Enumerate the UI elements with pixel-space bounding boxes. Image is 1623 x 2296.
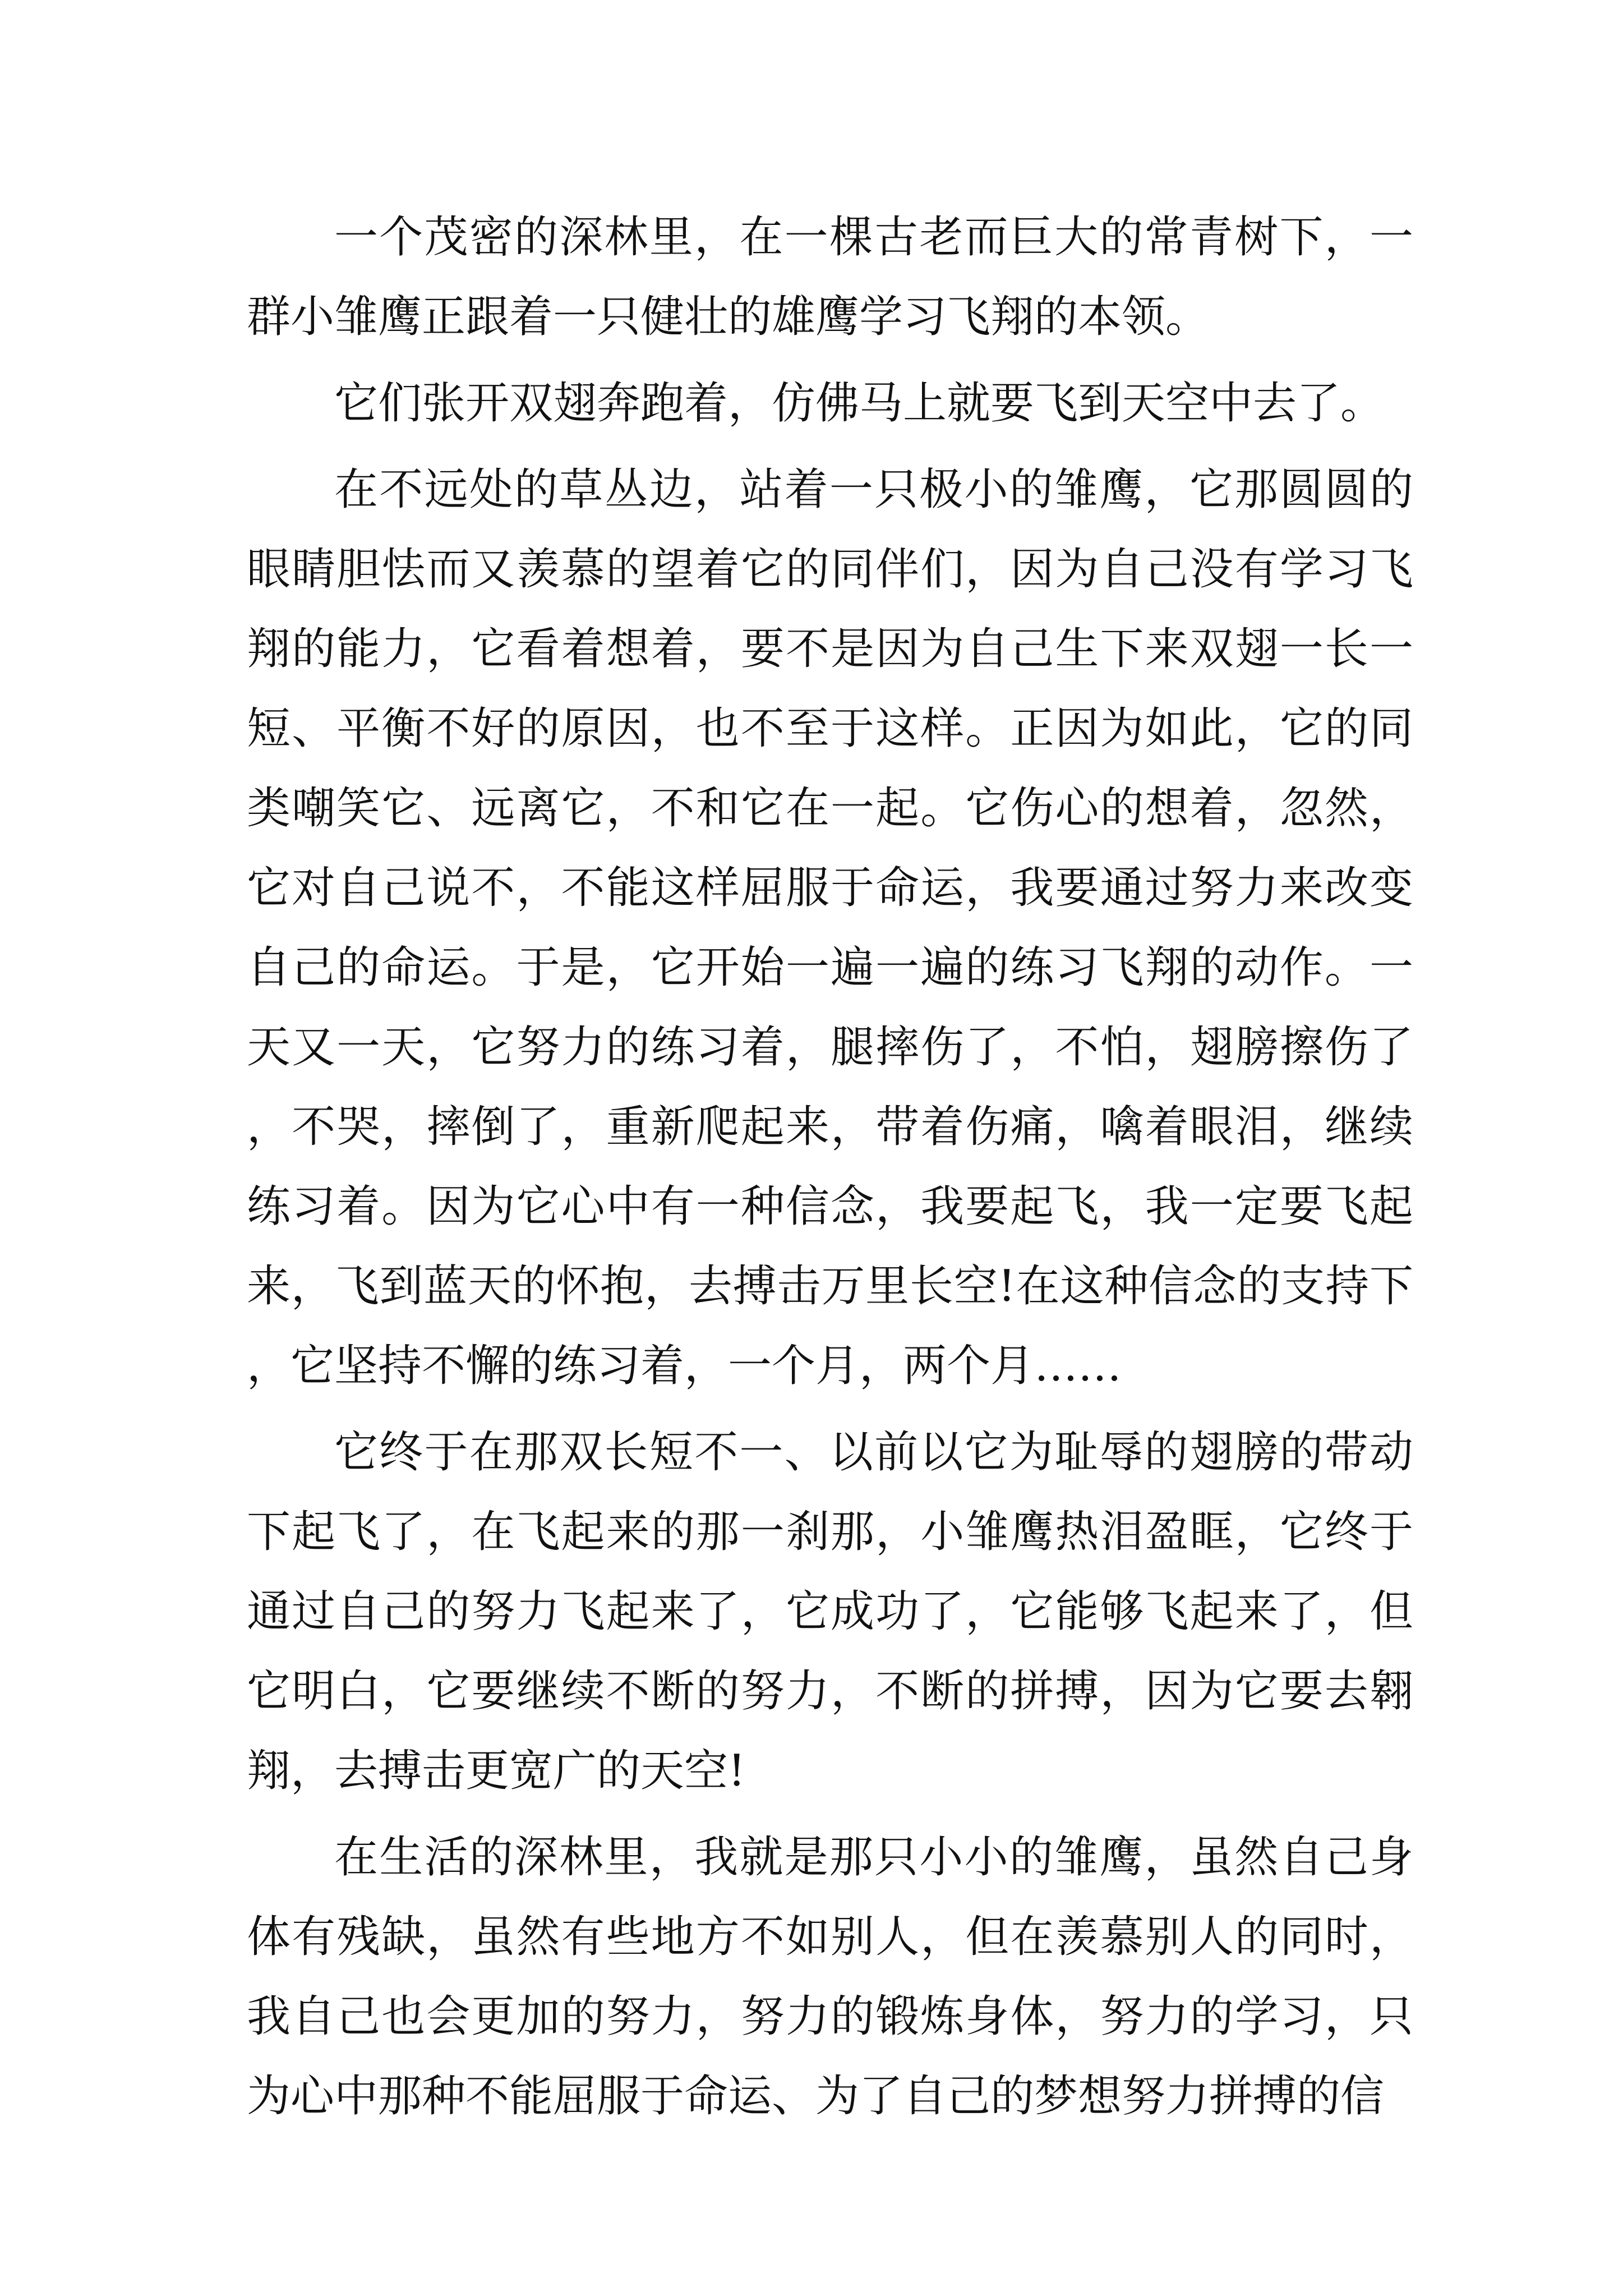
paragraph-2: 它们张开双翅奔跑着，仿佛马上就要飞到天空中去了。	[334, 378, 1385, 429]
paragraph-3: 在不远处的草丛边，站着一只极小的雏鹰，它那圆圆的眼睛胆怯而又羡慕的望着它的同伴们，因为自己没有学习飞翔的能力，它看着想着，要不是因为自己生下来双翅一长一短、平衡不好的原因，也不至于这样。正因为如此，它的同类嘲笑它、远离它，不和它在一起。它伤心的想着，忽然，它对自己说不，不能这样屈服于命运，我要通过努力来改变自己的命运。于是，它开始一遍一遍的练习飞翔的动作。一天又一天，它努力的练习着，腿摔伤了，不怕，翅膀擦伤了，不哭，摔倒了，重新爬起来，带着伤痛，噙着眼泪，继续练习着。因为它心中有一种信念，我要起飞，我一定要飞起来，飞到蓝天的怀抱，去搏击万里长空!在这种信念的支持下，它坚持不懈的练习着，一个月，两个月……	[247, 464, 1413, 1391]
paragraph-5: 在生活的深林里，我就是那只小小的雏鹰，虽然自己身体有残缺，虽然有些地方不如别人，但在羡慕别人的同时，我自己也会更加的努力，努力的锻炼身体，努力的学习，只为心中那种不能屈服于命运、为了自己的梦想努力拼搏的信	[247, 1832, 1413, 2122]
paragraph-1: 一个茂密的深林里，在一棵古老而巨大的常青树下，一群小雏鹰正跟着一只健壮的雄鹰学习飞翔的本领。	[247, 212, 1413, 342]
document-body	[247, 197, 1413, 2143]
paragraph-4: 它终于在那双长短不一、以前以它为耻辱的翅膀的带动下起飞了，在飞起来的那一刹那，小雏鹰热泪盈眶，它终于通过自己的努力飞起来了，它成功了，它能够飞起来了，但它明白，它要继续不断的努力，不断的拼搏，因为它要去翱翔，去搏击更宽广的天空!	[247, 1427, 1413, 1796]
